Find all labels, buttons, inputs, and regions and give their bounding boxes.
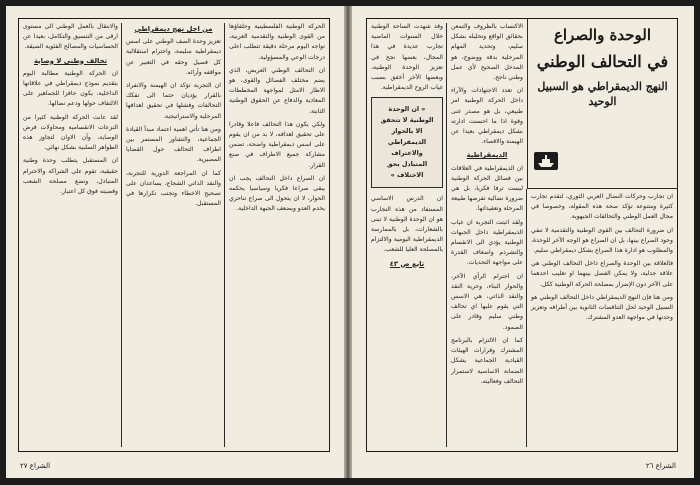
column-heading: الديمقراطية xyxy=(466,151,508,160)
page-number: ٢٧ xyxy=(20,462,28,470)
page-footer-right xyxy=(646,462,676,470)
paragraph: ان التحالف الوطني العريض، الذي يضم مختلف الفصائل والقوى، هو الاطار الامثل لمواجهة المخططات المعادية والدفاع عن الحقوق الوطنية الثابتة. xyxy=(229,66,325,115)
paragraph: ان الحركة الوطنية مطالبة اليوم بتقديم نموذج ديمقراطي في علاقاتها الداخلية، يكون حافزا للجماهير على الالتفاف حولها ودعم نضالها. xyxy=(23,69,118,108)
right-page xyxy=(352,6,694,478)
paragraph: ان احترام الرأي الآخر، والحوار البناء، وحرية النقد والنقد الذاتي، هي الاسس التي يقوم عليها اي تحالف وطني سليم وقادر على الصمود. xyxy=(451,272,523,331)
column-heading: تحالف وطني لا وصاية xyxy=(33,56,108,65)
paragraph: ان ضرورة التحالف بين القوى الوطنية والتقدمية لا تنفي وجود الصراع بينها، بل ان الصراع هو الوجه الآخر للوحدة، والمطلوب هو ادارة هذا الصراع بشكل ديمقراطي سليم. xyxy=(531,226,673,255)
book-gutter xyxy=(344,6,352,478)
paragraph: ومن هنا تأتي اهمية اعتماد مبدأ القيادة الجماعية، والتشاور المستمر بين اطراف التحالف حول القضايا المصيرية. xyxy=(126,125,221,164)
paragraph: ان التجربة تؤكد ان الهيمنة والانفراد بالقرار يؤديان حتما الى تفكك التحالفات وفشلها في تحقيق اهدافها المرحلية والاستراتيجية. xyxy=(126,82,221,120)
paragraph: فالعلاقة بين الوحدة والصراع داخل التحالف الوطني هي علاقة جدلية، ولا يمكن الفصل بينهما او تغليب احدهما على الآخر دون الإضرار بمصلحة الحركة الوطنية ككل. xyxy=(531,260,673,288)
continued-note: تابع ص ٤٣ xyxy=(389,259,425,268)
ship-logo-icon xyxy=(534,152,558,170)
paragraph: ومن هنا فإن النهج الديمقراطي داخل التحالف الوطني هو السبيل الوحيد لحل التناقضات الثانوية بين أطرافه وتعزيز وحدتها في مواجهة العدو المشترك. xyxy=(531,293,673,322)
headline-line-1: الوحدة والصراع xyxy=(553,26,652,44)
paragraph: كما ان الالتزام بالبرنامج المشترك وقرارات الهيئات القيادية الجماعية يشكل الضمانة الاساسية لاستمرار التحالف وفعاليته. xyxy=(451,336,523,385)
right-col-3 xyxy=(367,19,447,451)
right-col-2 xyxy=(447,19,527,451)
page-number: ٢٦ xyxy=(645,462,654,470)
left-col-1 xyxy=(225,19,329,451)
paragraph: الاكتساب بالظروف والتمعن بحقائق الواقع وتحليله بشكل سليم، وتحديد المهام المرحلية بدقة ووضوح، هو المدخل الصحيح لأي عمل وطني ناجح. xyxy=(451,23,523,82)
left-col-2 xyxy=(122,19,225,451)
paragraph: ان تعدد الاجتهادات والآراء داخل الحركة الوطنية امر طبيعي، بل هو مصدر غنى وقوة اذا ما احسنت ادارته بشكل ديمقراطي بعيدا عن الهيمنة والاقصاء. xyxy=(451,87,523,146)
article-headline xyxy=(527,19,677,189)
paragraph: ان تجارب وحركات النضال العربي الثوري، لتقدم تجارب كثيرة ومتنوعة تؤكد صحة هذه المقولة، وخصوصا في مجال العمل الوطني والتحالفات الجبهوية. xyxy=(531,193,673,221)
headline-line-3: النهج الديمقراطي هو السبيل الوحيد xyxy=(537,80,668,108)
paragraph: ان الديمقراطية في العلاقات بين فصائل الحركة الوطنية ليست ترفا فكريا، بل هي ضرورة نضالية تفرضها طبيعة المرحلة وتعقيداتها. xyxy=(451,164,523,213)
paragraph: وقد شهدت الساحة الوطنية خلال السنوات الماضية تجارب عديدة في هذا المجال، بعضها نجح في تعزيز الوحدة الوطنية، وبعضها الآخر أخفق بسبب غياب الروح الديمقراطية. xyxy=(371,23,443,92)
paragraph: كما ان المراجعة الدورية للتجربة، والنقد الذاتي الشجاع، يساعدان على تصحيح الاخطاء وتجنب تكرارها في المستقبل. xyxy=(126,169,221,208)
paragraph: الحركة الوطنية الفلسطينية وحلفاؤها من القوى الوطنية والتقدمية العربية، تواجه اليوم مرحلة دقيقة تتطلب اعلى درجات الوعي والمسؤولية. xyxy=(229,23,325,61)
paragraph: لقد عانت الحركة الوطنية كثيرا من النزعات الانقسامية ومحاولات فرض الوصاية، وآن الاوان لتجاوز هذه الظواهر السلبية بشكل نهائي. xyxy=(23,113,118,152)
paragraph: ان الدرس الاساسي المستفاد من هذه التجارب هو ان الوحدة الوطنية لا تبنى بالشعارات، بل بالممارسة الديمقراطية اليومية والالتزام بالمصلحة العليا للشعب. xyxy=(371,195,443,254)
paragraph: تعزيز وحدة الصف الوطني على اسس ديمقراطية سليمة، واحترام استقلالية كل فصيل وحقه في التعبير عن مواقفه وآرائه. xyxy=(126,38,221,76)
left-page xyxy=(6,6,344,478)
paragraph: ان الصراع داخل التحالف يجب ان يبقى صراعا فكريا وسياسيا يحكمه الحوار، لا ان يتحول الى صراع تناحري يخدم العدو ويضعف الجبهة الداخلية. xyxy=(229,174,325,213)
pull-quote: « ان الوحدة الوطنية لا تتحقق الا بالحوار الديمقراطي والاعتراف المتبادل بحق الاختلاف » xyxy=(371,97,443,188)
magazine-name: الشراع xyxy=(655,462,676,470)
page-footer-left xyxy=(20,462,50,470)
paragraph: والانتقال بالعمل الوطني الى مستوى ارقى من التنسيق والتكامل، بعيدا عن الحساسيات والمصالح الفئوية الضيقة. xyxy=(23,23,118,51)
left-col-3 xyxy=(19,19,122,451)
magazine-name: الشراع xyxy=(29,462,51,470)
headline-line-2: في التحالف الوطني xyxy=(536,52,669,71)
paragraph: ان المستقبل يتطلب وحدة وطنية حقيقية، تقوم على الشراكة والاحترام المتبادل، وتضع مصلحة الشعب وقضيته فوق كل اعتبار. xyxy=(23,157,118,196)
paragraph: ولقد اثبتت التجربة ان غياب الديمقراطية داخل الجبهات الوطنية يؤدي الى الانقسام والتشرذم واضعاف القدرة على مواجهة التحديات. xyxy=(451,218,523,267)
right-page-frame xyxy=(366,18,678,452)
left-page-frame xyxy=(18,18,330,452)
right-col-1 xyxy=(527,189,677,451)
column-heading: من اجل نهج ديمقراطي xyxy=(134,25,213,33)
paragraph: ولكي يكون هذا التحالف فاعلا وقادرا على تحقيق اهدافه، لا بد من ان يقوم على اسس ديمقراطية واضحة، تضمن مشاركة جميع الاطراف في صنع القرار. xyxy=(229,120,325,169)
